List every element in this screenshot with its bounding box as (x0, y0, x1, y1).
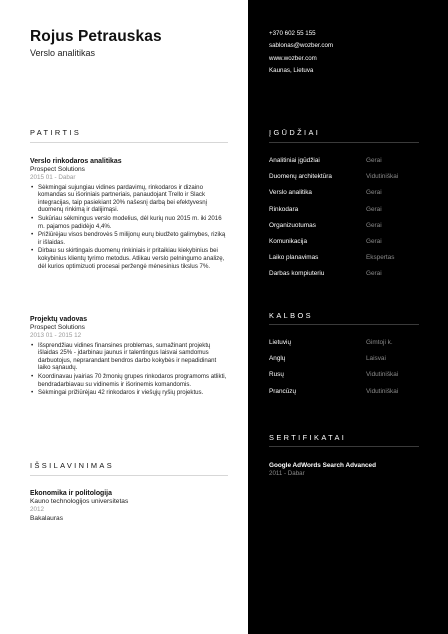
education-title: Ekonomika ir politologija (30, 490, 112, 497)
education-section-title: IŠSILAVINIMAS (30, 461, 115, 470)
phone-text[interactable]: +370 602 55 155 (269, 30, 316, 37)
skill-row (269, 206, 434, 222)
skill-row (269, 238, 434, 254)
certificate-title: Google AdWords Search Advanced (269, 462, 377, 469)
skill-name: Analitiniai įgūdžiai (269, 157, 320, 164)
skill-row (269, 254, 434, 270)
job-bullet: • Koordinavau įvairias 70 žmonių grupes rinkodaros programoms atlikti, bendradarbiavau su vidinemis ir išorinemis komandomis. (30, 373, 230, 388)
language-row (269, 355, 434, 371)
job-bullet: • Prižiūrėjau visos bendrovės 5 milijonų eurų biudžeto galimybes, riziką ir išlaidas. (30, 231, 230, 246)
language-level: Vidutiniškai (366, 371, 399, 379)
experience-divider (30, 142, 228, 143)
language-name: Lietuvių (269, 339, 292, 346)
language-name: Anglų (269, 355, 286, 363)
education-degree: Bakalauras (30, 514, 63, 522)
contact-list (269, 28, 333, 78)
experience-section-title: PATIRTIS (30, 128, 82, 137)
job-bullet: • Sėkmingai prižiūrėjau 42 rinkodaros ir viešųjų ryšių projektus. (30, 389, 230, 397)
skill-name: Komunikacija (269, 237, 308, 245)
languages-section-title: KALBOS (269, 311, 313, 320)
skill-row (269, 157, 434, 173)
sidebar-column (248, 0, 448, 634)
location-text: Kaunas, Lietuva (269, 67, 314, 75)
skill-level: Gerai (366, 205, 382, 213)
skills-divider (269, 142, 419, 143)
skill-row (269, 270, 434, 286)
job-title: Verslo rinkodaros analitikas (30, 158, 122, 165)
certificates-section-title: SERTIFIKATAI (269, 433, 347, 442)
candidate-name: Rojus Petrauskas (30, 28, 162, 45)
job-dates: 2013 01 - 2015 12 (30, 332, 82, 340)
skill-level: Gerai (366, 221, 382, 229)
skill-row (269, 173, 434, 189)
certificate-entry (269, 462, 376, 478)
skill-name: Darbas kompiuteriu (269, 270, 325, 278)
skill-name: Verslo analitika (269, 189, 312, 197)
language-level: Gimtoji k. (366, 339, 393, 346)
language-level: Vidutiniškai (366, 387, 399, 395)
job-entry (30, 157, 230, 271)
skill-level: Gerai (366, 189, 382, 197)
skill-name: Organizuotumas (269, 221, 316, 229)
skill-level: Gerai (366, 157, 382, 164)
job-bullet: • Sėkmingai sujungiau vidines pardavimų, rinkodaros ir dizaino komandas su išoriniais partneriais, panaudojant Trello ir Slack integracijas, taip pasiekiant 20% našesnį darbą bei efektyvesnį duomenų rinkimą ir dalijimąsi. (30, 184, 230, 214)
job-title: Projektų vadovas (30, 316, 88, 323)
skills-list (269, 157, 434, 287)
job-bullet: • Išsprendžiau vidines finansines problemas, sumažinant projektų išlaidas 25% - įdarbinau jaunus ir talentingus laisvai samdomus darbuotojus, neprarandant bendros darbo kokybės ir nepadidinant laiko sąnaudų. (30, 342, 230, 372)
education-school: Kauno technologijos universitetas (30, 498, 129, 505)
job-bullets (30, 342, 230, 397)
job-bullets (30, 184, 230, 271)
language-row (269, 371, 434, 387)
job-company: Prospect Solutions (30, 166, 85, 173)
job-company: Prospect Solutions (30, 324, 85, 331)
languages-list (269, 339, 434, 404)
language-row (269, 339, 434, 355)
job-entry (30, 315, 230, 398)
certificates-divider (269, 446, 419, 447)
email-text[interactable]: sablonas@wozber.com (269, 42, 334, 50)
language-level: Laisvai (366, 355, 386, 363)
language-name: Prancūzų (269, 387, 296, 395)
job-bullet: • Sukūriau sėkmingus verslo modelius, dėl kurių nuo 2015 m. iki 2016 m. pajamos padidėjo 4,4%. (30, 215, 230, 230)
skill-level: Vidutiniškai (366, 173, 399, 181)
language-row (269, 388, 434, 404)
language-name: Rusų (269, 371, 284, 379)
job-bullet: • Dirbau su skirtingais duomenų rinkiniais ir pritaikiau kiekybinius bei kokybinius klientų tyrimo metodus. Atlikau verslo pelningumo analizę, dėl kurios optimizuoti procesai peržengė mėnesinius tikslus 7%. (30, 247, 230, 270)
skill-level: Ekspertas (366, 254, 395, 262)
education-entry (30, 489, 230, 523)
skill-row (269, 222, 434, 238)
job-dates: 2015 01 - Dabar (30, 174, 76, 182)
skill-level: Gerai (366, 270, 382, 278)
website-text[interactable]: www.wozber.com (269, 54, 317, 62)
skill-name: Duomenų architektūra (269, 173, 332, 181)
skill-level: Gerai (366, 237, 382, 245)
candidate-role: Verslo analitikas (30, 48, 96, 58)
certificate-date: 2011 - Dabar (269, 470, 305, 477)
languages-divider (269, 324, 419, 325)
skill-name: Rinkodara (269, 205, 299, 213)
skill-row (269, 189, 434, 205)
education-year: 2012 (30, 506, 45, 514)
skills-section-title: ĮGŪDŽIAI (269, 128, 321, 137)
education-divider (30, 475, 228, 476)
skill-name: Laiko planavimas (269, 254, 319, 262)
